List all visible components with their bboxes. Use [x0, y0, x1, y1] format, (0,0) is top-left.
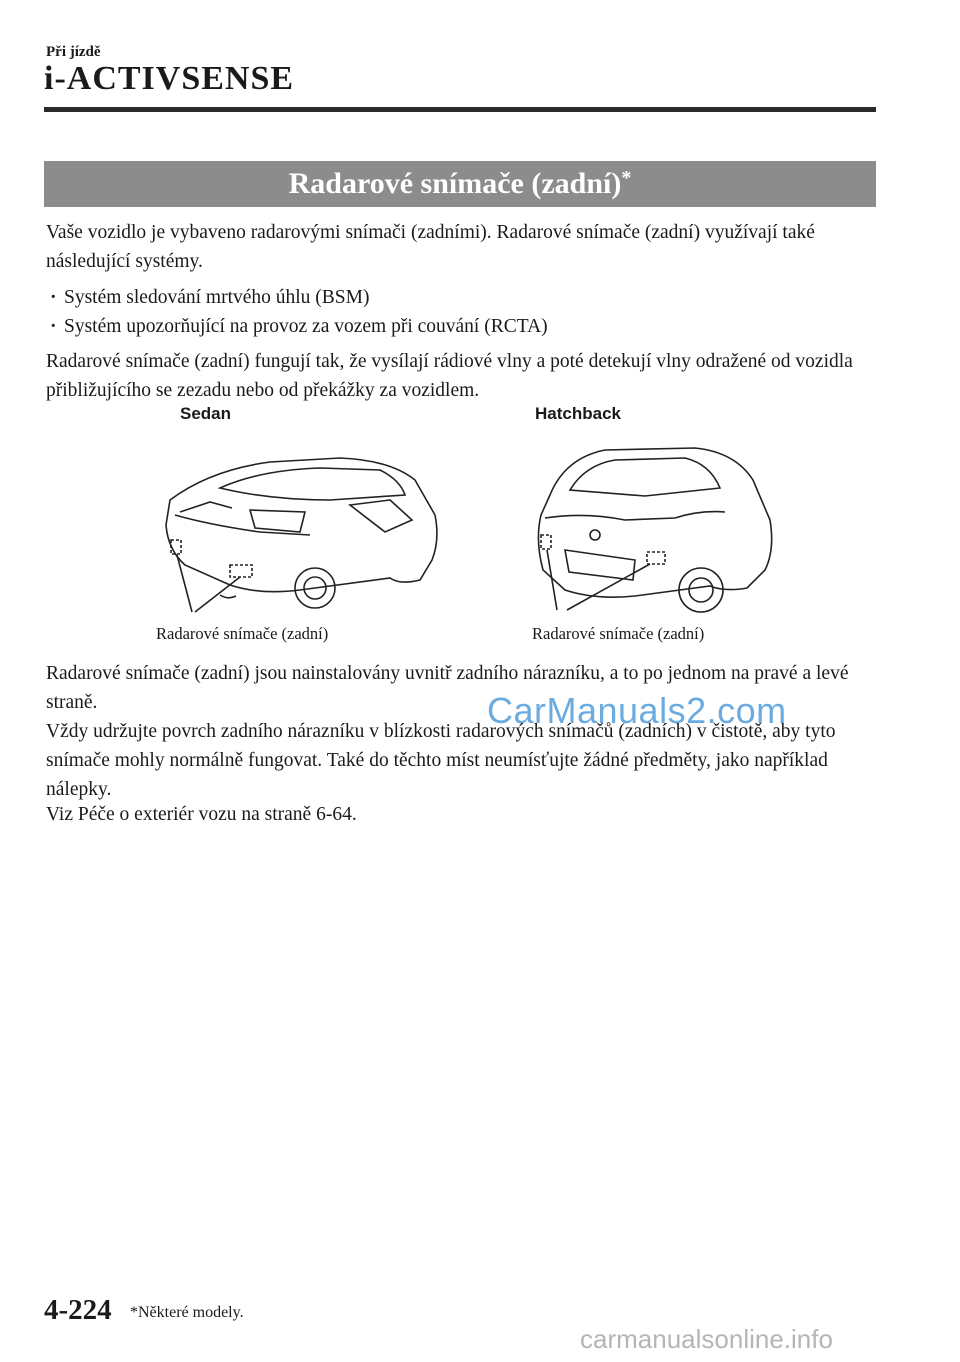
- location-paragraph: Radarové snímače (zadní) jsou nainstalovány uvnitř zadního nárazníku, a to po jednom na pravé a levé straně.: [46, 663, 849, 713]
- reference-paragraph: Viz Péče o exteriér vozu na straně 6-64.: [46, 804, 357, 825]
- function-paragraph: Radarové snímače (zadní) fungují tak, že vysílají rádiové vlny a poté detekují vlny odražené od vozidla přibližujícího se zezadu nebo od překážky za vozidlem.: [46, 351, 853, 401]
- intro-paragraph: Vaše vozidlo je vybaveno radarovými snímači (zadními). Radarové snímače (zadní) využívají také následující systémy.: [46, 222, 815, 272]
- list-item: · Systém sledování mrtvého úhlu (BSM): [48, 283, 548, 312]
- list-item: · Systém upozorňující na provoz za vozem při couvání (RCTA): [48, 312, 548, 341]
- footnote: *Některé modely.: [130, 1304, 244, 1321]
- section-title: Radarové snímače (zadní): [288, 167, 622, 200]
- figure-label-hatchback: Hatchback: [535, 404, 621, 423]
- footer-site: carmanualsonline.info: [580, 1324, 833, 1354]
- section-title-bar: [44, 161, 876, 207]
- breadcrumb: Při jízdě: [46, 44, 101, 60]
- sedan-rear-illustration: [150, 440, 450, 620]
- chapter-divider: [44, 107, 876, 112]
- page-number: 4-224: [44, 1294, 112, 1326]
- figure-caption-sedan: Radarové snímače (zadní): [156, 624, 329, 643]
- figure-label-sedan: Sedan: [180, 404, 232, 423]
- figure-caption-hatchback: Radarové snímače (zadní): [532, 624, 705, 643]
- hatchback-rear-illustration: [525, 440, 785, 620]
- footnote-mark: *: [621, 167, 632, 189]
- chapter-title: i-ACTIVSENSE: [44, 60, 295, 97]
- systems-list: [48, 283, 548, 341]
- watermark: CarManuals2.com: [487, 690, 787, 731]
- care-paragraph: Vždy udržujte povrch zadního nárazníku v blízkosti radarových snímačů (zadních) v čistotě, aby tyto snímače mohly normálně fungovat. Také do těchto míst neumísťujte žádné předměty, jako například nálepky.: [46, 721, 836, 800]
